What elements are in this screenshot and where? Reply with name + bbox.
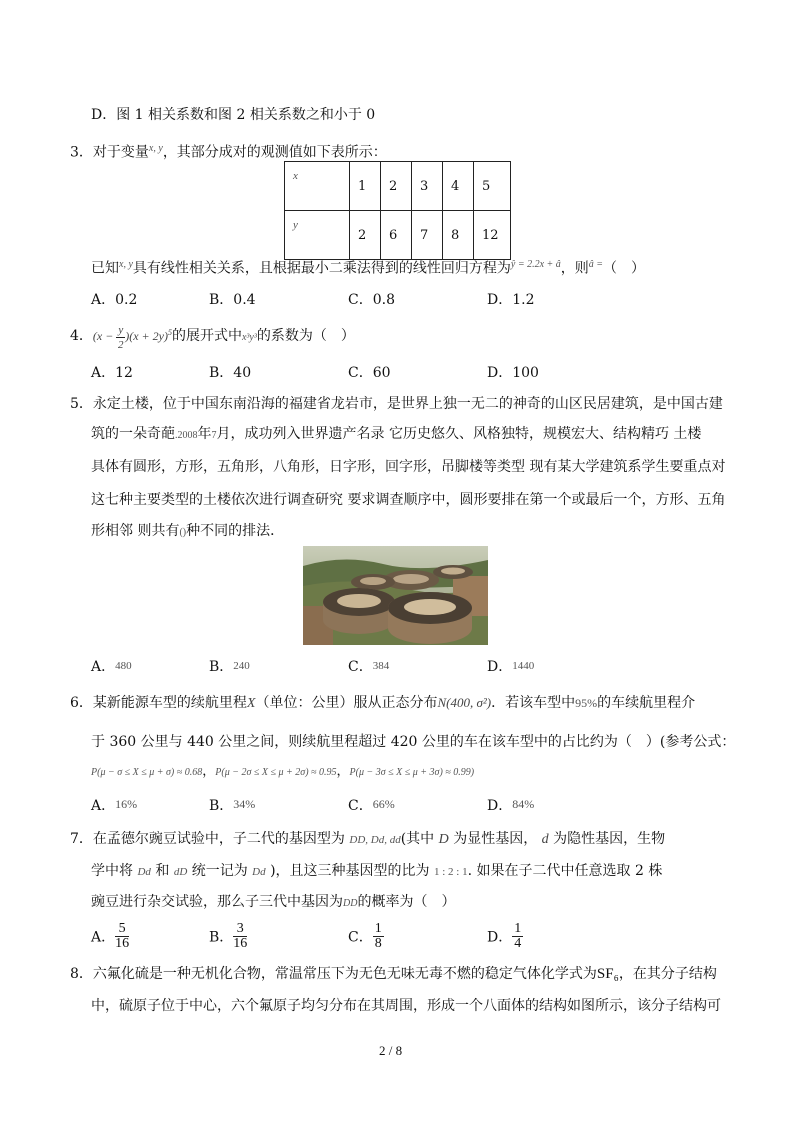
q7-option-b: B． $\frac{3}{16}$ [209,921,248,951]
q3-option-c: C．0.8 [348,292,395,308]
tulou-illustration [303,546,488,645]
table-y-header: y [285,211,350,260]
q6-option-d: D．84% [487,797,535,814]
q5-option-a: A．480 [91,659,132,675]
table-cell: 1 [350,162,381,211]
q3-number: 3． [70,144,93,161]
table-cell: 12 [474,211,511,260]
q5-option-b: B．240 [209,659,250,675]
regression-equation: ŷ = 2.2x + â [510,259,561,270]
q3-data-table [284,161,511,260]
q3-option-d: D．1.2 [487,292,535,308]
q7-option-c: C． $\frac{1}{8}$ [348,921,382,951]
q7-option-d: D． $\frac{1}{4}$ [487,921,522,951]
q5-line5: 形相邻 则共有()种不同的排法． [91,523,285,539]
q8-line1: 8．六氟化硫是一种无机化合物，常温常压下为无色无味无毒不燃的稳定气体化学式为SF₆，在其分子结构 [70,966,717,982]
q4-stem: 4．(x − $\frac{y}{2}$ )$(x + 2y)^5$的展开式中x³y³的系数为（ ） [70,323,355,351]
table-x-header: x [285,162,350,211]
q6-option-c: C．66% [348,797,395,814]
q8-line2: 中，硫原子位于中心，六个氟原子均匀分布在其周围，形成一个八面体的结构如图所示，该分子结构可 [91,998,721,1014]
q5-line3: 具体有圆形，方形，五角形，八角形，日字形，回字形，吊脚楼等类型 现有某大学建筑系学生要重点对 [91,459,726,475]
q5-option-d: D．1440 [487,659,535,675]
chemical-formula: SF₆ [596,966,619,982]
q4-option-b: B．40 [209,365,252,381]
q5-line2: 筑的一朵奇葩.2008年7月，成功列入世界遗产名录 它历史悠久、风格独特，规模宏大、结构精巧 土楼 [91,426,702,442]
q6-option-b: B．34% [209,797,256,814]
table-cell: 2 [381,162,412,211]
table-cell: 7 [412,211,443,260]
q6-option-a: A．16% [91,797,138,814]
q4-option-c: C．60 [348,365,391,381]
q7-line3: 豌豆进行杂交试验，那么子三代中基因为DD的概率为（ ） [91,894,456,910]
binomial-expression: (x − $\frac{y}{2}$ )$(x + 2y)^5$ [92,323,172,351]
q5-line1: 5．永定土楼，位于中国东南沿海的福建省龙岩市，是世界上独一无二的神奇的山区民居建筑，是中国古建 [70,396,723,412]
page-number: 2 / 8 [379,1043,403,1058]
normal-distribution: N(400, σ²) [437,695,492,710]
q4-option-d: D．100 [487,365,539,381]
table-cell: 6 [381,211,412,260]
q7-line2: 学中将 Dd 和 dD 统一记为 Dd )，且这三种基因型的比为 1 : 2 : 1. 如果在子二代中任意选取 2 株 [91,863,663,879]
table-cell: 2 [350,211,381,260]
table-cell: 3 [412,162,443,211]
q4-option-a: A．12 [91,365,133,381]
q3-option-b: B．0.4 [209,292,256,308]
table-cell: 4 [443,162,474,211]
q3-option-a: A．0.2 [91,292,138,308]
q3-line2: 已知$^{x, y}$具有线性相关关系，且根据最小二乘法得到的线性回归方程为$^{ŷ = 2.2x + â}$，则$^{â =}$（ ） [91,259,646,277]
q7-line1: 7．在孟德尔豌豆试验中，子二代的基因型为 DD, Dd, dd(其中 D 为显性基因， d 为隐性基因，生物 [70,831,666,847]
q5-line4: 这七种主要类型的土楼依次进行调查研究 要求调查顺序中，圆形要排在第一个或最后一个，方形、五角 [91,492,726,508]
q3-stem: 3．对于变量$^{x, y}$，其部分成对的观测值如下表所示： [70,143,387,161]
q5-option-c: C．384 [348,659,390,675]
q2-option-d: D．图 1 相关系数和图 2 相关系数之和小于 0 [91,107,376,123]
q6-line1: 6．某新能源车型的续航里程X（单位：公里）服从正态分布N(400, σ²)．若该车型中95%的车续航里程介 [70,695,696,711]
table-cell: 5 [474,162,511,211]
q6-formulas: P(μ − σ ≤ X ≤ μ + σ) ≈ 0.68，P(μ − 2σ ≤ X ≤ μ + 2σ) ≈ 0.95，P(μ − 3σ ≤ X ≤ μ + 3σ) ≈ 0.99) [91,764,475,779]
q6-line2: 于 360 公里与 440 公里之间，则续航里程超过 420 公里的车在该车型中的占比约为（ ）(参考公式： [91,734,736,750]
q7-option-a: A． $\frac{5}{16}$ [91,921,130,951]
tulou-photo [303,546,488,645]
table-cell: 8 [443,211,474,260]
